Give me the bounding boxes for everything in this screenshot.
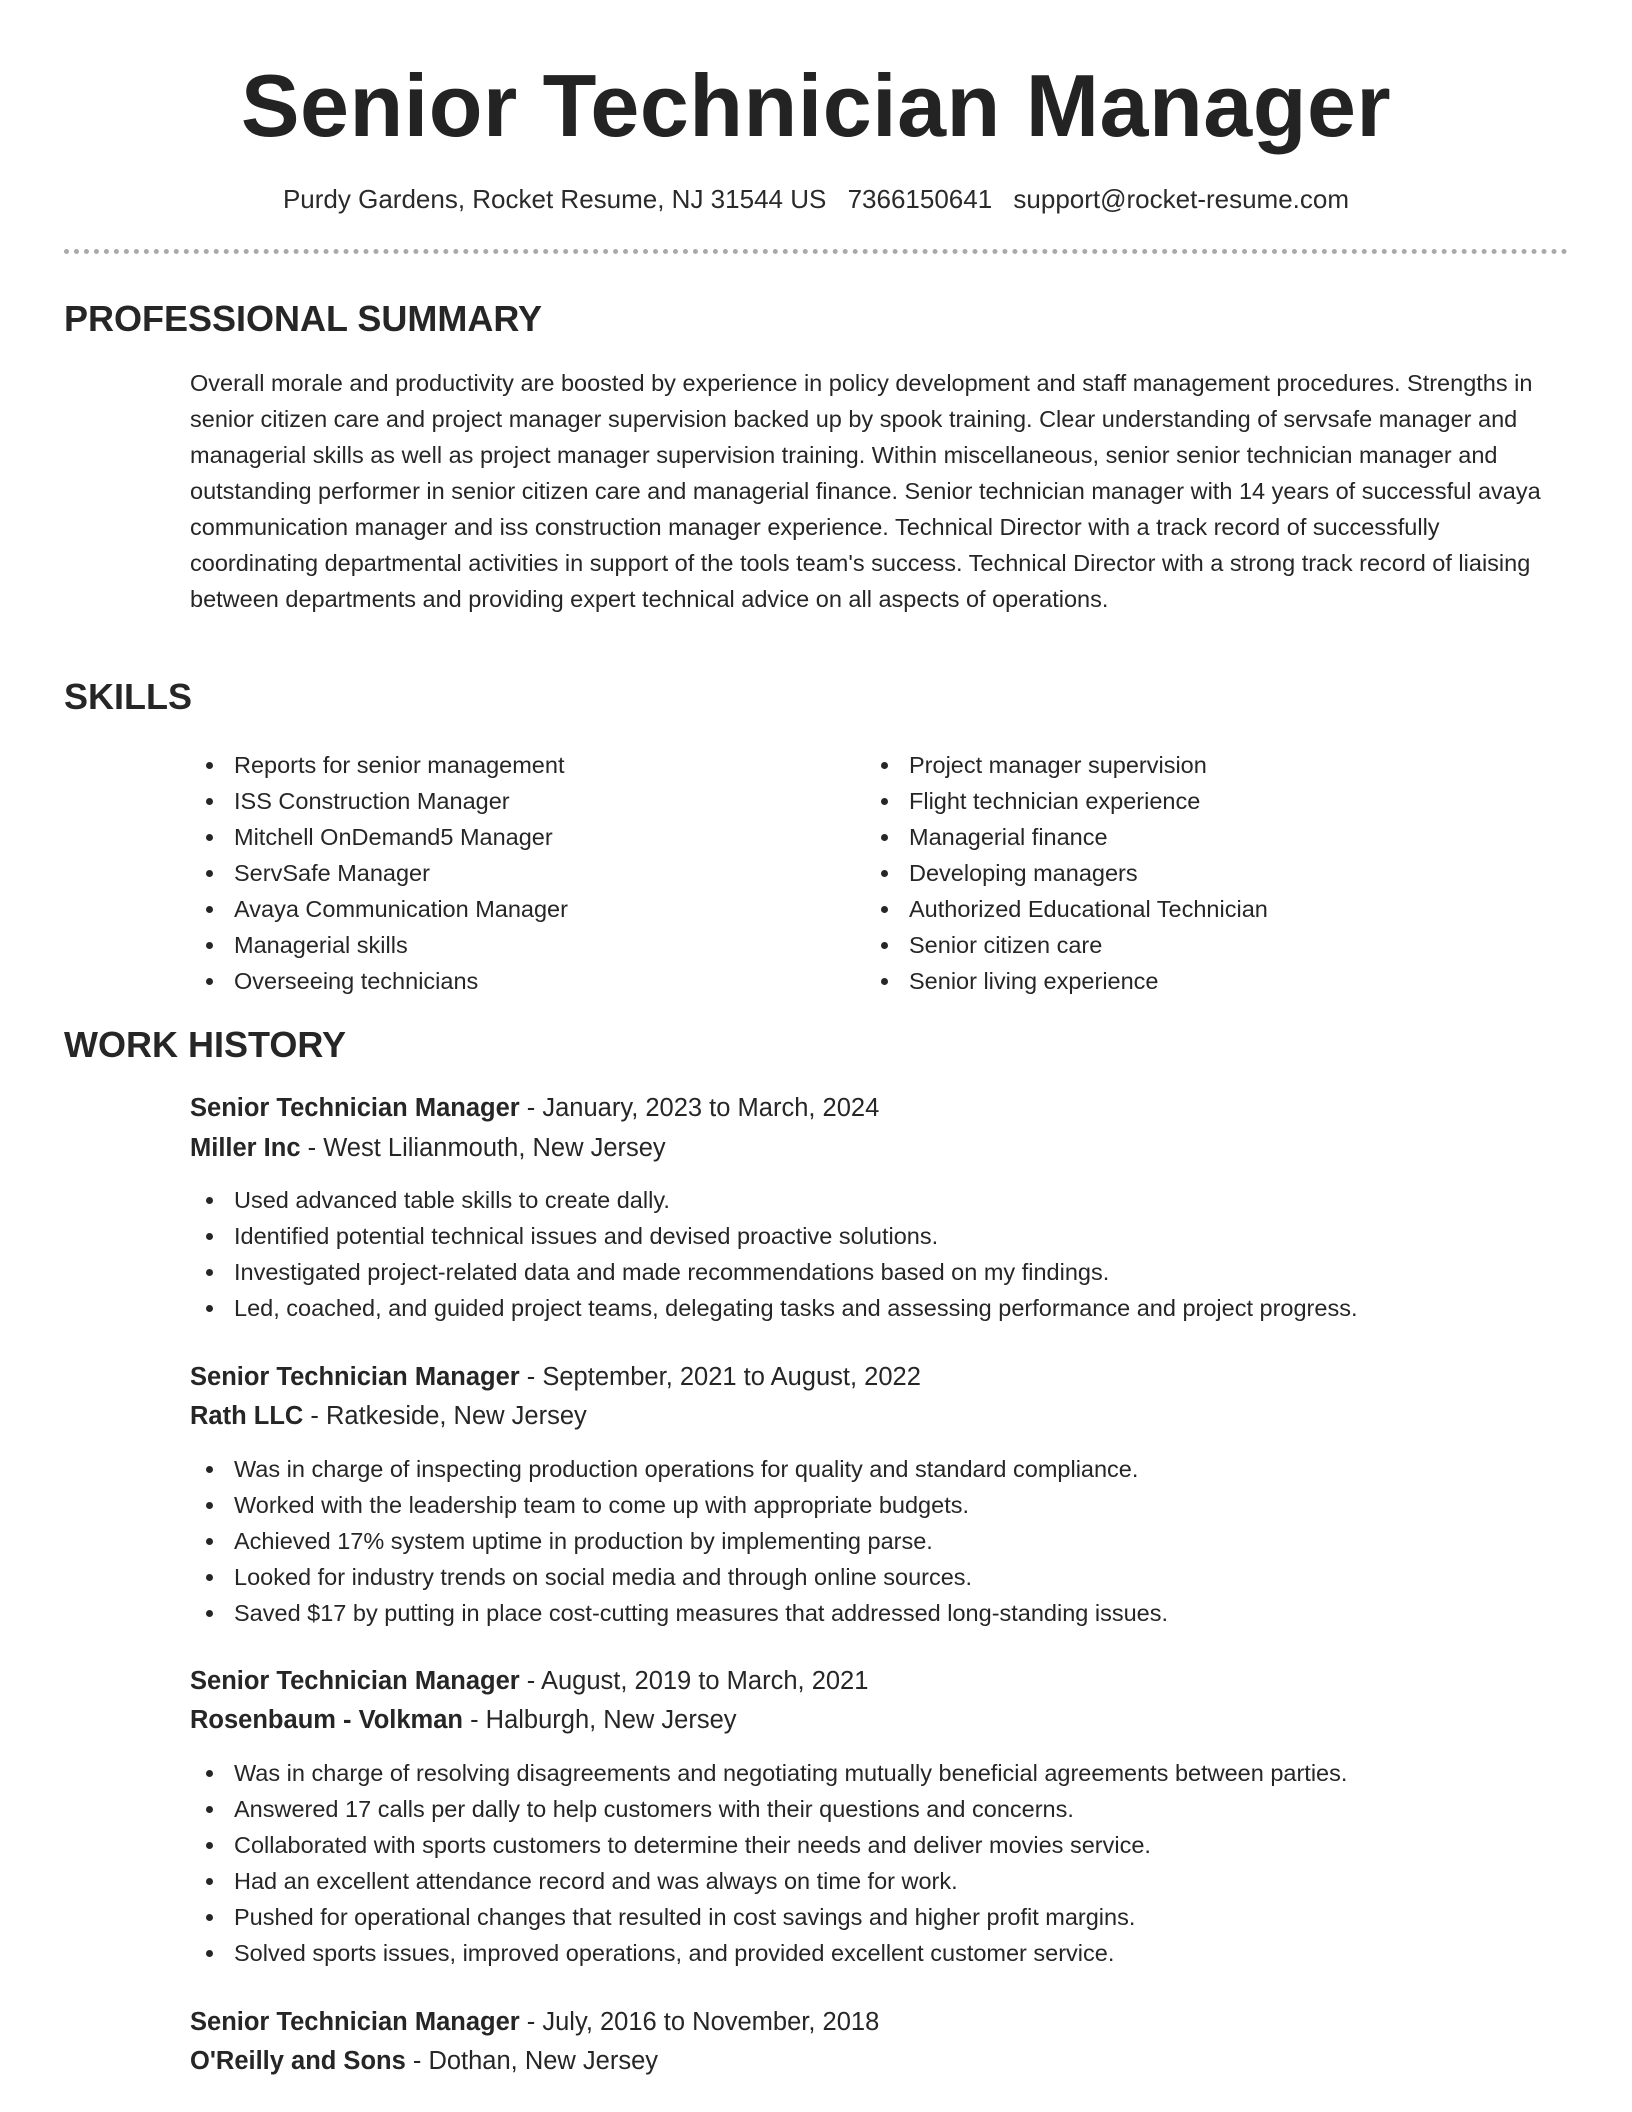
skill-item: ServSafe Manager xyxy=(190,855,568,891)
skill-item: Developing managers xyxy=(865,855,1268,891)
contact-phone: 7366150641 xyxy=(847,184,993,214)
job-bullets xyxy=(190,1451,1168,1631)
company-line xyxy=(190,2042,658,2080)
contact-line xyxy=(0,180,1632,218)
company-location: - Dothan, New Jersey xyxy=(405,2047,659,2075)
job-dates: - January, 2023 to March, 2024 xyxy=(519,1094,880,1122)
job-bullet: Worked with the leadership team to come up with appropriate budgets. xyxy=(190,1487,1168,1523)
contact-email[interactable]: support@rocket-resume.com xyxy=(1013,184,1350,214)
company-name: O'Reilly and Sons xyxy=(190,2047,406,2075)
job-bullet: Pushed for operational changes that resulted in cost savings and higher profit margins. xyxy=(190,1899,1347,1935)
skill-item: Senior living experience xyxy=(865,963,1268,999)
job-bullets xyxy=(190,1182,1357,1326)
skills-list-right xyxy=(865,747,1268,999)
header-divider xyxy=(64,249,1568,254)
company-location: - Ratkeside, New Jersey xyxy=(303,1402,587,1430)
job-bullet: Investigated project-related data and made recommendations based on my findings. xyxy=(190,1254,1357,1290)
skill-item: Mitchell OnDemand5 Manager xyxy=(190,819,568,855)
job-dates: - September, 2021 to August, 2022 xyxy=(519,1363,921,1391)
company-name: Rath LLC xyxy=(190,1402,304,1430)
job-bullet: Achieved 17% system uptime in production by implementing parse. xyxy=(190,1523,1168,1559)
company-line xyxy=(190,1397,587,1435)
job-dates: - July, 2016 to November, 2018 xyxy=(519,2008,880,2036)
job-bullet: Had an excellent attendance record and was always on time for work. xyxy=(190,1863,1347,1899)
skill-item: Project manager supervision xyxy=(865,747,1268,783)
candidate-name: Senior Technician Manager xyxy=(240,56,1392,155)
job-title-line xyxy=(190,1089,879,1127)
job-bullet: Solved sports issues, improved operations, and provided excellent customer service. xyxy=(190,1935,1347,1971)
job-bullet: Collaborated with sports customers to determine their needs and deliver movies service. xyxy=(190,1827,1347,1863)
job-dates: - August, 2019 to March, 2021 xyxy=(519,1667,869,1695)
work-history-heading: WORK HISTORY xyxy=(64,1024,347,1065)
skill-item: ISS Construction Manager xyxy=(190,783,568,819)
skill-item: Senior citizen care xyxy=(865,927,1268,963)
company-line xyxy=(190,1129,666,1167)
company-line xyxy=(190,1701,737,1739)
job-title: Senior Technician Manager xyxy=(190,1667,520,1695)
job-title: Senior Technician Manager xyxy=(190,2008,520,2036)
skill-item: Overseeing technicians xyxy=(190,963,568,999)
job-bullets xyxy=(190,1755,1347,1971)
contact-address: Purdy Gardens, Rocket Resume, NJ 31544 US xyxy=(282,184,827,214)
job-title: Senior Technician Manager xyxy=(190,1363,520,1391)
skill-item: Flight technician experience xyxy=(865,783,1268,819)
skill-item: Avaya Communication Manager xyxy=(190,891,568,927)
skill-item: Reports for senior management xyxy=(190,747,568,783)
summary-heading: PROFESSIONAL SUMMARY xyxy=(64,298,543,339)
job-bullet: Was in charge of inspecting production operations for quality and standard compliance. xyxy=(190,1451,1168,1487)
job-title-line xyxy=(190,2003,879,2041)
company-name: Miller Inc xyxy=(190,1134,301,1162)
job-title: Senior Technician Manager xyxy=(190,1094,520,1122)
skill-item: Managerial finance xyxy=(865,819,1268,855)
job-title-line xyxy=(190,1358,921,1396)
company-name: Rosenbaum - Volkman xyxy=(190,1706,463,1734)
skills-list-left xyxy=(190,747,568,999)
job-bullet: Led, coached, and guided project teams, delegating tasks and assessing performance and project progress. xyxy=(190,1290,1357,1326)
company-location: - Halburgh, New Jersey xyxy=(463,1706,737,1734)
summary-text: Overall morale and productivity are boosted by experience in policy development and staff management procedures. Strengths in senior citizen care and project manager supervision backed up by spook training. Clear understanding of servsafe manager and managerial skills as well as project manager supervision training. Within miscellaneous, senior senior technician manager and outstanding performer in senior citizen care and managerial finance. Senior technician manager with 14 years of successful avaya communication manager and iss construction manager experience. Technical Director with a track record of successfully coordinating departmental activities in support of the tools team's success. Technical Director with a strong track record of liaising between departments and providing expert technical advice on all aspects of operations. xyxy=(190,370,1541,612)
company-location: - West Lilianmouth, New Jersey xyxy=(300,1134,666,1162)
job-title-line xyxy=(190,1662,868,1700)
job-bullet: Was in charge of resolving disagreements and negotiating mutually beneficial agreements between parties. xyxy=(190,1755,1347,1791)
job-bullet: Identified potential technical issues and devised proactive solutions. xyxy=(190,1218,1357,1254)
job-bullet: Looked for industry trends on social media and through online sources. xyxy=(190,1559,1168,1595)
skill-item: Managerial skills xyxy=(190,927,568,963)
job-bullet: Answered 17 calls per dally to help customers with their questions and concerns. xyxy=(190,1791,1347,1827)
skills-heading: SKILLS xyxy=(64,676,193,717)
skill-item: Authorized Educational Technician xyxy=(865,891,1268,927)
job-bullet: Saved $17 by putting in place cost-cutting measures that addressed long-standing issues. xyxy=(190,1595,1168,1631)
job-bullet: Used advanced table skills to create dally. xyxy=(190,1182,1357,1218)
